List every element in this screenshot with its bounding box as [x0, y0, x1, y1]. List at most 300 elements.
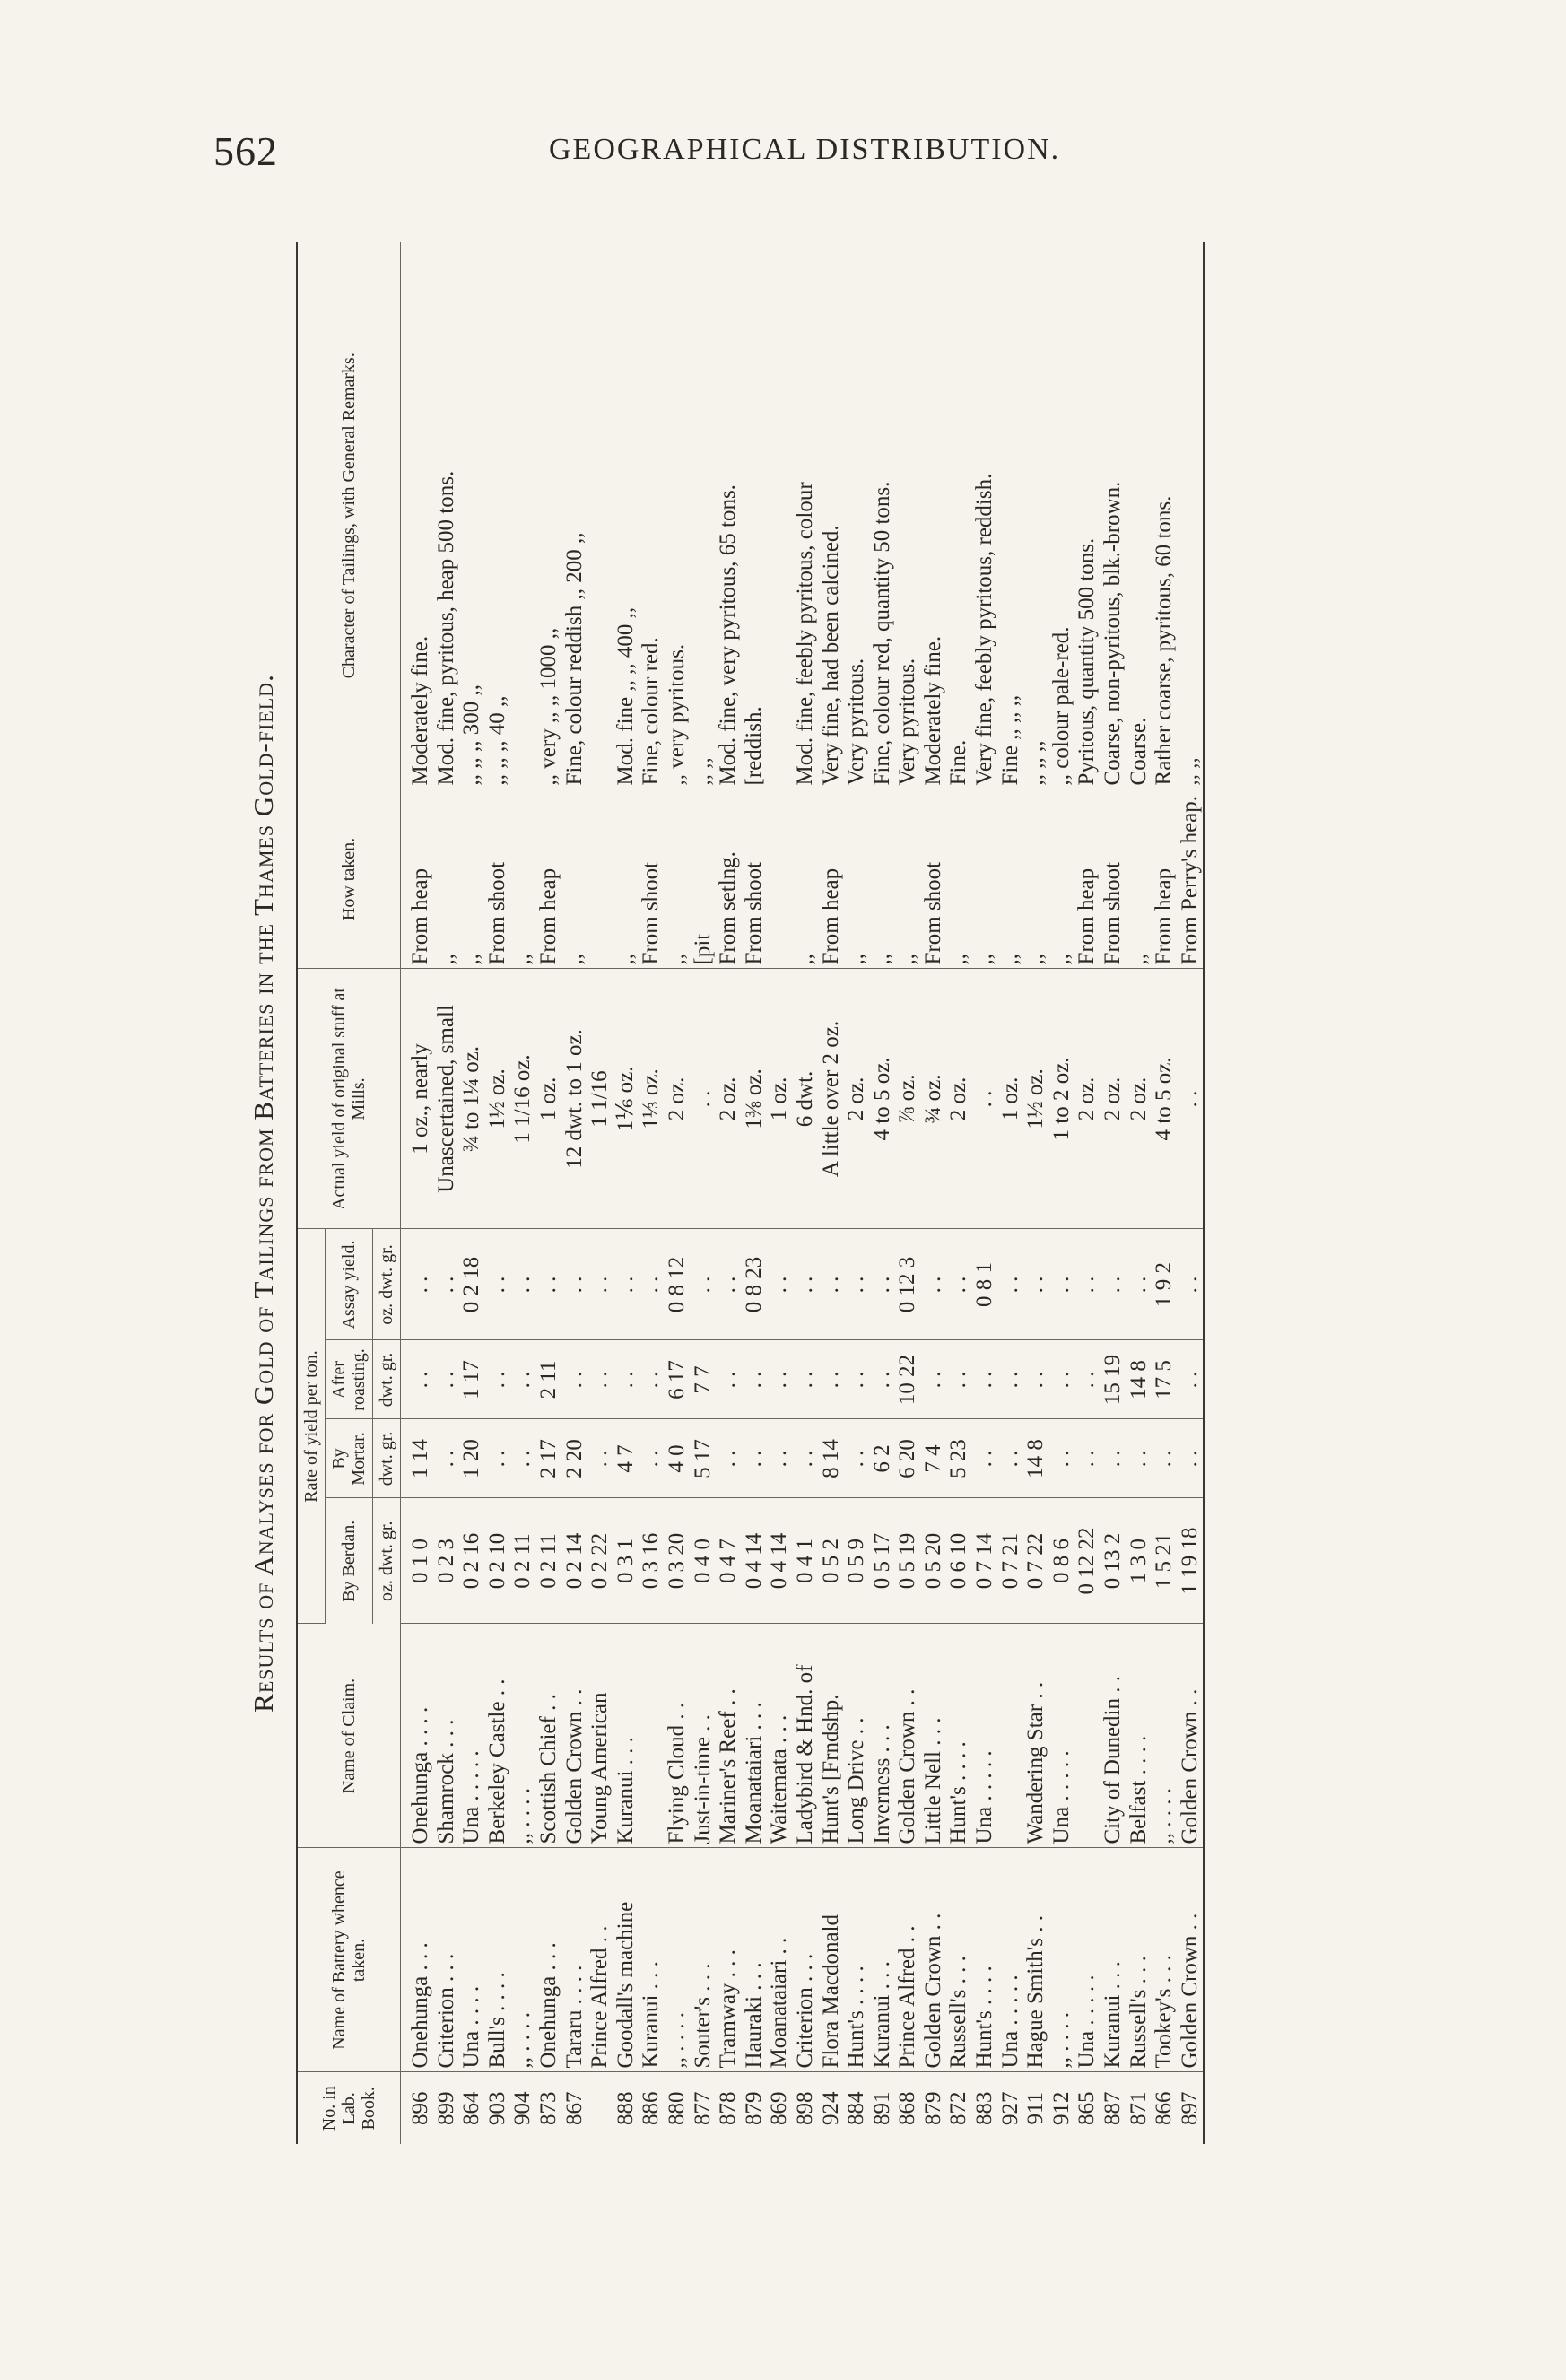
cell-assay: . . [485, 1229, 511, 1340]
table-row [819, 242, 845, 2144]
unit-berdan: oz. dwt. gr. [373, 1498, 401, 1624]
cell-character: [reddish. [742, 242, 768, 789]
cell-character: Very pyritous. [844, 242, 870, 789]
table-row [434, 242, 460, 2144]
table-row [921, 242, 947, 2144]
cell-lab-no: 871 [1126, 2091, 1151, 2125]
cell-berdan: 0 12 22 [1074, 1498, 1101, 1624]
cell-how-taken: ,, [998, 789, 1024, 969]
cell-berdan: 0 2 10 [485, 1498, 511, 1624]
cell-claim: Waitemata . . . [767, 1624, 793, 1848]
cell-lab-no: 883 [972, 2091, 997, 2125]
cell-how-taken: ,, [946, 789, 972, 969]
cell-battery: Souter's . . . [691, 1848, 717, 2072]
header-rate-group: Rate of yield per ton. [297, 1229, 326, 1624]
cell-how-taken: ,, [613, 789, 639, 969]
cell-actual-yield: 4 to 5 oz. [870, 969, 896, 1229]
cell-claim: Shamrock . . . [434, 1624, 460, 1848]
cell-claim: Inverness . . . [870, 1624, 896, 1848]
cell-roasting: . . [587, 1340, 613, 1419]
cell-actual-yield: 4 to 5 oz. [1152, 969, 1178, 1229]
cell-actual-yield: 1⅜ oz. [742, 969, 768, 1229]
cell-assay: . . [510, 1229, 536, 1340]
cell-battery: ,, . . . . [510, 1848, 536, 2072]
cell-how-taken: From heap [536, 789, 562, 969]
cell-character: ,, ,, [1178, 242, 1205, 789]
cell-claim: Onehunga . . . . [401, 1624, 434, 1848]
cell-roasting: . . [921, 1340, 947, 1419]
cell-berdan: 0 4 14 [767, 1498, 793, 1624]
cell-roasting: . . [639, 1340, 665, 1419]
analyses-table [296, 242, 1205, 2144]
cell-claim [998, 1624, 1024, 1848]
cell-character: Fine, colour red, quantity 50 tons. [870, 242, 896, 789]
cell-lab-no: 912 [1048, 2091, 1074, 2125]
cell-assay: . . [844, 1229, 870, 1340]
cell-battery: Golden Crown . . [1178, 1848, 1205, 2072]
cell-mortar: 14 8 [1023, 1419, 1049, 1498]
cell-actual-yield: ⅞ oz. [895, 969, 921, 1229]
cell-battery: Russell's . . . [1127, 1848, 1153, 2072]
cell-assay: . . [639, 1229, 665, 1340]
cell-assay: . . [1178, 1229, 1205, 1340]
header-assay: Assay yield. [326, 1229, 373, 1340]
cell-battery: Criterion . . . [793, 1848, 819, 2072]
cell-claim [1074, 1624, 1101, 1848]
cell-actual-yield: 6 dwt. [793, 969, 819, 1229]
cell-roasting: . . [485, 1340, 511, 1419]
cell-berdan: 0 4 14 [742, 1498, 768, 1624]
cell-berdan: 0 5 17 [870, 1498, 896, 1624]
cell-mortar: . . [844, 1419, 870, 1498]
cell-character: Coarse, non-pyritous, blk.-brown. [1101, 242, 1127, 789]
cell-character: Mod. fine, pyritous, heap 500 tons. [434, 242, 460, 789]
cell-battery: Bull's . . . . [485, 1848, 511, 2072]
cell-lab-no: 864 [459, 2091, 484, 2125]
cell-actual-yield: . . [691, 969, 717, 1229]
cell-lab-no: 880 [664, 2091, 689, 2125]
cell-roasting: . . [767, 1340, 793, 1419]
cell-actual-yield: 1 oz., nearly [401, 969, 434, 1229]
cell-battery: Flora Macdonald [819, 1848, 845, 2072]
cell-berdan: 0 3 20 [665, 1498, 691, 1624]
cell-mortar: . . [587, 1419, 613, 1498]
cell-roasting: . . [793, 1340, 819, 1419]
cell-actual-yield: . . [1178, 969, 1205, 1229]
cell-character: Very fine, feebly pyritous, reddish. [972, 242, 998, 789]
cell-mortar: . . [485, 1419, 511, 1498]
cell-lab-no: 869 [767, 2091, 792, 2125]
cell-assay: 0 2 18 [459, 1229, 485, 1340]
cell-actual-yield: ¾ to 1¼ oz. [459, 969, 485, 1229]
cell-claim: Golden Crown . . [895, 1624, 921, 1848]
cell-lab-no: 903 [484, 2091, 509, 2125]
cell-berdan: 0 5 9 [844, 1498, 870, 1624]
cell-claim: Scottish Chief . . [536, 1624, 562, 1848]
cell-roasting: . . [946, 1340, 972, 1419]
table-row [459, 242, 485, 2144]
cell-assay: . . [767, 1229, 793, 1340]
unit-mortar: dwt. gr. [373, 1419, 401, 1498]
cell-how-taken: ,, [1049, 789, 1075, 969]
cell-character: ,, ,, ,, 300 ,, [459, 242, 485, 789]
cell-battery: Onehunga . . . [536, 1848, 562, 2072]
cell-character: Rather coarse, pyritous, 60 tons. [1152, 242, 1178, 789]
table-row [536, 242, 562, 2144]
cell-mortar: . . [1101, 1419, 1127, 1498]
cell-battery: Hague Smith's . . [1023, 1848, 1049, 2072]
table-row [401, 242, 434, 2144]
cell-roasting: . . [819, 1340, 845, 1419]
cell-mortar: 6 20 [895, 1419, 921, 1498]
table-row [1023, 242, 1049, 2144]
cell-how-taken: ,, [895, 789, 921, 969]
table-row [742, 242, 768, 2144]
cell-actual-yield: 1 to 2 oz. [1049, 969, 1075, 1229]
cell-berdan: 1 5 21 [1152, 1498, 1178, 1624]
cell-how-taken: ,, [562, 789, 588, 969]
cell-claim: Belfast . . . . [1127, 1624, 1153, 1848]
cell-actual-yield: 2 oz. [946, 969, 972, 1229]
rotated-table-container [231, 242, 1379, 2144]
cell-berdan: 0 4 0 [691, 1498, 717, 1624]
cell-character: ,, very pyritous. [665, 242, 691, 789]
cell-roasting: 14 8 [1127, 1340, 1153, 1419]
table-row [562, 242, 588, 2144]
cell-berdan: 0 2 14 [562, 1498, 588, 1624]
cell-berdan: 0 3 1 [613, 1498, 639, 1624]
cell-assay: . . [434, 1229, 460, 1340]
cell-battery: Hauraki . . . [742, 1848, 768, 2072]
cell-claim: City of Dunedin . . [1101, 1624, 1127, 1848]
cell-how-taken: ,, [870, 789, 896, 969]
cell-berdan: 0 13 2 [1101, 1498, 1127, 1624]
cell-lab-no: 868 [895, 2091, 920, 2125]
cell-mortar: 5 17 [691, 1419, 717, 1498]
cell-battery: Tararu . . . . [562, 1848, 588, 2072]
cell-battery: Moanataiari . . [767, 1848, 793, 2072]
cell-roasting: 1 17 [459, 1340, 485, 1419]
cell-character: Fine ,, ,, ,, [998, 242, 1024, 789]
cell-character: Very pyritous. [895, 242, 921, 789]
cell-mortar: 6 2 [870, 1419, 896, 1498]
cell-assay: . . [819, 1229, 845, 1340]
cell-roasting: . . [844, 1340, 870, 1419]
cell-lab-no: 877 [690, 2091, 715, 2125]
cell-battery: Prince Alfred . . [587, 1848, 613, 2072]
table-row [767, 242, 793, 2144]
cell-claim: Ladybird & Hnd. of [793, 1624, 819, 1848]
cell-berdan: 0 6 10 [946, 1498, 972, 1624]
cell-battery: Golden Crown . . [921, 1848, 947, 2072]
cell-mortar: . . [639, 1419, 665, 1498]
cell-berdan: 0 2 3 [434, 1498, 460, 1624]
cell-berdan: 0 2 11 [510, 1498, 536, 1624]
cell-battery: Onehunga . . . [401, 1848, 434, 2072]
cell-roasting: 15 19 [1101, 1340, 1127, 1419]
cell-lab-no: 872 [946, 2091, 971, 2125]
cell-battery: Prince Alfred . . [895, 1848, 921, 2072]
cell-roasting: . . [1023, 1340, 1049, 1419]
cell-actual-yield: A little over 2 oz. [819, 969, 845, 1229]
cell-claim: Kuranui . . . [613, 1624, 639, 1848]
cell-lab-no: 879 [741, 2091, 766, 2125]
cell-how-taken: From shoot [1101, 789, 1127, 969]
header-battery: Name of Battery whence taken. [297, 1848, 401, 2072]
cell-berdan: 0 2 16 [459, 1498, 485, 1624]
cell-lab-no: 898 [792, 2091, 817, 2125]
cell-how-taken: From Perry's heap. [1178, 789, 1205, 969]
cell-character: ,, ,, [691, 242, 717, 789]
cell-how-taken: ,, [510, 789, 536, 969]
cell-mortar: 1 14 [401, 1419, 434, 1498]
cell-actual-yield: 2 oz. [665, 969, 691, 1229]
cell-character: ,, very ,, ,, 1000 ,, [536, 242, 562, 789]
table-row [639, 242, 665, 2144]
cell-lab-no: 867 [561, 2091, 587, 2125]
cell-assay: . . [1127, 1229, 1153, 1340]
table-row [844, 242, 870, 2144]
cell-battery: Una . . . . . [1074, 1848, 1101, 2072]
cell-lab-no: 866 [1152, 2091, 1177, 2125]
cell-roasting: . . [1074, 1340, 1101, 1419]
cell-character: Moderately fine. [921, 242, 947, 789]
header-how-taken: How taken. [297, 789, 401, 969]
cell-character: Moderately fine. [401, 242, 434, 789]
table-row [895, 242, 921, 2144]
cell-battery: Una . . . . [459, 1848, 485, 2072]
cell-mortar: 5 23 [946, 1419, 972, 1498]
table-row [665, 242, 691, 2144]
cell-mortar: . . [1127, 1419, 1153, 1498]
cell-how-taken: From setlng. [716, 789, 742, 969]
cell-how-taken [587, 789, 613, 969]
cell-mortar: . . [1178, 1419, 1205, 1498]
table-row [972, 242, 998, 2144]
cell-claim: Moanataiari . . . [742, 1624, 768, 1848]
cell-lab-no: 886 [639, 2091, 664, 2125]
cell-lab-no: 884 [844, 2091, 869, 2125]
cell-mortar: . . [1074, 1419, 1101, 1498]
cell-roasting: . . [613, 1340, 639, 1419]
cell-character: Mod. fine ,, ,, 400 ,, [613, 242, 639, 789]
cell-actual-yield: ¾ oz. [921, 969, 947, 1229]
cell-roasting: 7 7 [691, 1340, 717, 1419]
cell-actual-yield: 1½ oz. [1023, 969, 1049, 1229]
cell-claim: Long Drive . . [844, 1624, 870, 1848]
running-head: GEOGRAPHICAL DISTRIBUTION. [549, 133, 1061, 166]
table-row [946, 242, 972, 2144]
cell-assay: 0 8 1 [972, 1229, 998, 1340]
cell-actual-yield: 1 1/16 oz. [510, 969, 536, 1229]
cell-actual-yield: 12 dwt. to 1 oz. [562, 969, 588, 1229]
header-by-berdan: By Berdan. [326, 1498, 373, 1624]
cell-claim [639, 1624, 665, 1848]
cell-actual-yield: . . [972, 969, 998, 1229]
cell-lab-no: 891 [869, 2091, 894, 2125]
cell-roasting: . . [1049, 1340, 1075, 1419]
cell-how-taken: [pit [691, 789, 717, 969]
cell-assay: . . [691, 1229, 717, 1340]
cell-berdan: 0 4 1 [793, 1498, 819, 1624]
cell-actual-yield: 2 oz. [716, 969, 742, 1229]
table-row [1101, 242, 1127, 2144]
header-lab-no: No. in Lab. Book. [297, 2072, 401, 2144]
cell-assay: . . [1074, 1229, 1101, 1340]
cell-lab-no: 897 [1177, 2091, 1202, 2125]
cell-roasting: 10 22 [895, 1340, 921, 1419]
table-row [793, 242, 819, 2144]
table-row [587, 242, 613, 2144]
cell-battery: Russell's . . . [946, 1848, 972, 2072]
cell-assay: . . [587, 1229, 613, 1340]
cell-actual-yield: 1½ oz. [485, 969, 511, 1229]
table-row [1074, 242, 1101, 2144]
table-row [691, 242, 717, 2144]
cell-roasting: 17 5 [1152, 1340, 1178, 1419]
cell-roasting: 6 17 [665, 1340, 691, 1419]
cell-how-taken: ,, [665, 789, 691, 969]
cell-mortar: 8 14 [819, 1419, 845, 1498]
cell-roasting: . . [1178, 1340, 1205, 1419]
cell-battery: Hunt's . . . . [972, 1848, 998, 2072]
cell-berdan: 1 3 0 [1127, 1498, 1153, 1624]
cell-claim: Hunt's . . . . [946, 1624, 972, 1848]
cell-berdan: 0 2 11 [536, 1498, 562, 1624]
cell-berdan: 0 7 22 [1023, 1498, 1049, 1624]
cell-claim: Little Nell . . . [921, 1624, 947, 1848]
cell-roasting: . . [401, 1340, 434, 1419]
cell-assay: . . [998, 1229, 1024, 1340]
cell-character: Very fine, had been calcined. [819, 242, 845, 789]
cell-character [510, 242, 536, 789]
cell-lab-no: 888 [613, 2091, 638, 2125]
cell-battery: ,, . . . . [1049, 1848, 1075, 2072]
cell-mortar: . . [716, 1419, 742, 1498]
cell-assay: . . [536, 1229, 562, 1340]
cell-mortar: . . [767, 1419, 793, 1498]
cell-mortar: . . [510, 1419, 536, 1498]
cell-lab-no: 887 [1101, 2091, 1126, 2125]
header-by-mortar: By Mortar. [326, 1419, 373, 1498]
cell-mortar: 2 20 [562, 1419, 588, 1498]
cell-berdan: 0 8 6 [1049, 1498, 1075, 1624]
cell-berdan: 0 4 7 [716, 1498, 742, 1624]
header-claim: Name of Claim. [297, 1624, 401, 1848]
table-title [231, 242, 296, 2144]
cell-how-taken: ,, [793, 789, 819, 969]
cell-battery: Kuranui . . . [870, 1848, 896, 2072]
cell-berdan: 0 5 2 [819, 1498, 845, 1624]
cell-character: Coarse. [1127, 242, 1153, 789]
cell-character: ,, colour pale-red. [1049, 242, 1075, 789]
cell-character: ,, ,, ,, [1023, 242, 1049, 789]
cell-character: Fine. [946, 242, 972, 789]
cell-battery: Hunt's . . . . [844, 1848, 870, 2072]
cell-character: Mod. fine, very pyritous, 65 tons. [716, 242, 742, 789]
cell-actual-yield: 1 oz. [998, 969, 1024, 1229]
table-row [1152, 242, 1178, 2144]
cell-mortar: 1 20 [459, 1419, 485, 1498]
cell-actual-yield: 2 oz. [1101, 969, 1127, 1229]
table-row [1127, 242, 1153, 2144]
cell-actual-yield: 2 oz. [1127, 969, 1153, 1229]
cell-how-taken: From heap [1074, 789, 1101, 969]
cell-actual-yield: 2 oz. [1074, 969, 1101, 1229]
cell-claim: Una . . . . . [459, 1624, 485, 1848]
cell-assay: . . [946, 1229, 972, 1340]
table-row [716, 242, 742, 2144]
cell-how-taken: From heap [819, 789, 845, 969]
cell-roasting: . . [998, 1340, 1024, 1419]
cell-character: Fine, colour red. [639, 242, 665, 789]
cell-claim: Golden Crown . . [1178, 1624, 1205, 1848]
cell-berdan: 0 2 22 [587, 1498, 613, 1624]
cell-assay: . . [1101, 1229, 1127, 1340]
cell-berdan: 0 3 16 [639, 1498, 665, 1624]
cell-mortar: 4 0 [665, 1419, 691, 1498]
cell-assay: . . [401, 1229, 434, 1340]
cell-mortar: . . [972, 1419, 998, 1498]
cell-how-taken: ,, [844, 789, 870, 969]
cell-actual-yield: 1 1/16 [587, 969, 613, 1229]
cell-roasting: . . [716, 1340, 742, 1419]
cell-claim: Berkeley Castle . . [485, 1624, 511, 1848]
cell-character [767, 242, 793, 789]
cell-claim: Hunt's [Frndshp. [819, 1624, 845, 1848]
cell-actual-yield: 2 oz. [844, 969, 870, 1229]
cell-claim: ,, . . . . [1152, 1624, 1178, 1848]
cell-mortar: 2 17 [536, 1419, 562, 1498]
cell-how-taken: From shoot [921, 789, 947, 969]
cell-claim: Wandering Star . . [1023, 1624, 1049, 1848]
cell-character: Fine, colour reddish ,, 200 ,, [562, 242, 588, 789]
cell-actual-yield: Unascertained, small [434, 969, 460, 1229]
cell-how-taken: From heap [401, 789, 434, 969]
cell-claim: Golden Crown . . [562, 1624, 588, 1848]
cell-roasting: . . [562, 1340, 588, 1419]
cell-assay: . . [562, 1229, 588, 1340]
cell-mortar: . . [998, 1419, 1024, 1498]
cell-actual-yield: 1 oz. [767, 969, 793, 1229]
cell-assay: 0 8 23 [742, 1229, 768, 1340]
cell-berdan: 0 5 20 [921, 1498, 947, 1624]
header-after-roasting: After roasting. [326, 1340, 373, 1419]
cell-battery: ,, . . . . [665, 1848, 691, 2072]
cell-roasting: . . [510, 1340, 536, 1419]
cell-battery: Tookey's . . . [1152, 1848, 1178, 2072]
cell-character: ,, ,, ,, 40 ,, [485, 242, 511, 789]
page-number: 562 [213, 128, 278, 174]
cell-berdan: 0 7 14 [972, 1498, 998, 1624]
cell-assay: . . [921, 1229, 947, 1340]
cell-berdan: 1 19 18 [1178, 1498, 1205, 1624]
table-row [510, 242, 536, 2144]
cell-lab-no: 899 [433, 2091, 458, 2125]
cell-assay: 0 8 12 [665, 1229, 691, 1340]
cell-character: Pyritous, quantity 500 tons. [1074, 242, 1101, 789]
table-row [870, 242, 896, 2144]
cell-lab-no: 896 [408, 2091, 432, 2125]
table-title-text: Results of Analyses for Gold of Tailings from Batteries in the Thames Gold-field. [248, 674, 279, 1713]
cell-how-taken: ,, [434, 789, 460, 969]
cell-assay: 1 9 2 [1152, 1229, 1178, 1340]
cell-actual-yield: 1 oz. [536, 969, 562, 1229]
table-row [1049, 242, 1075, 2144]
cell-mortar: . . [434, 1419, 460, 1498]
cell-roasting: . . [870, 1340, 896, 1419]
cell-assay: . . [613, 1229, 639, 1340]
